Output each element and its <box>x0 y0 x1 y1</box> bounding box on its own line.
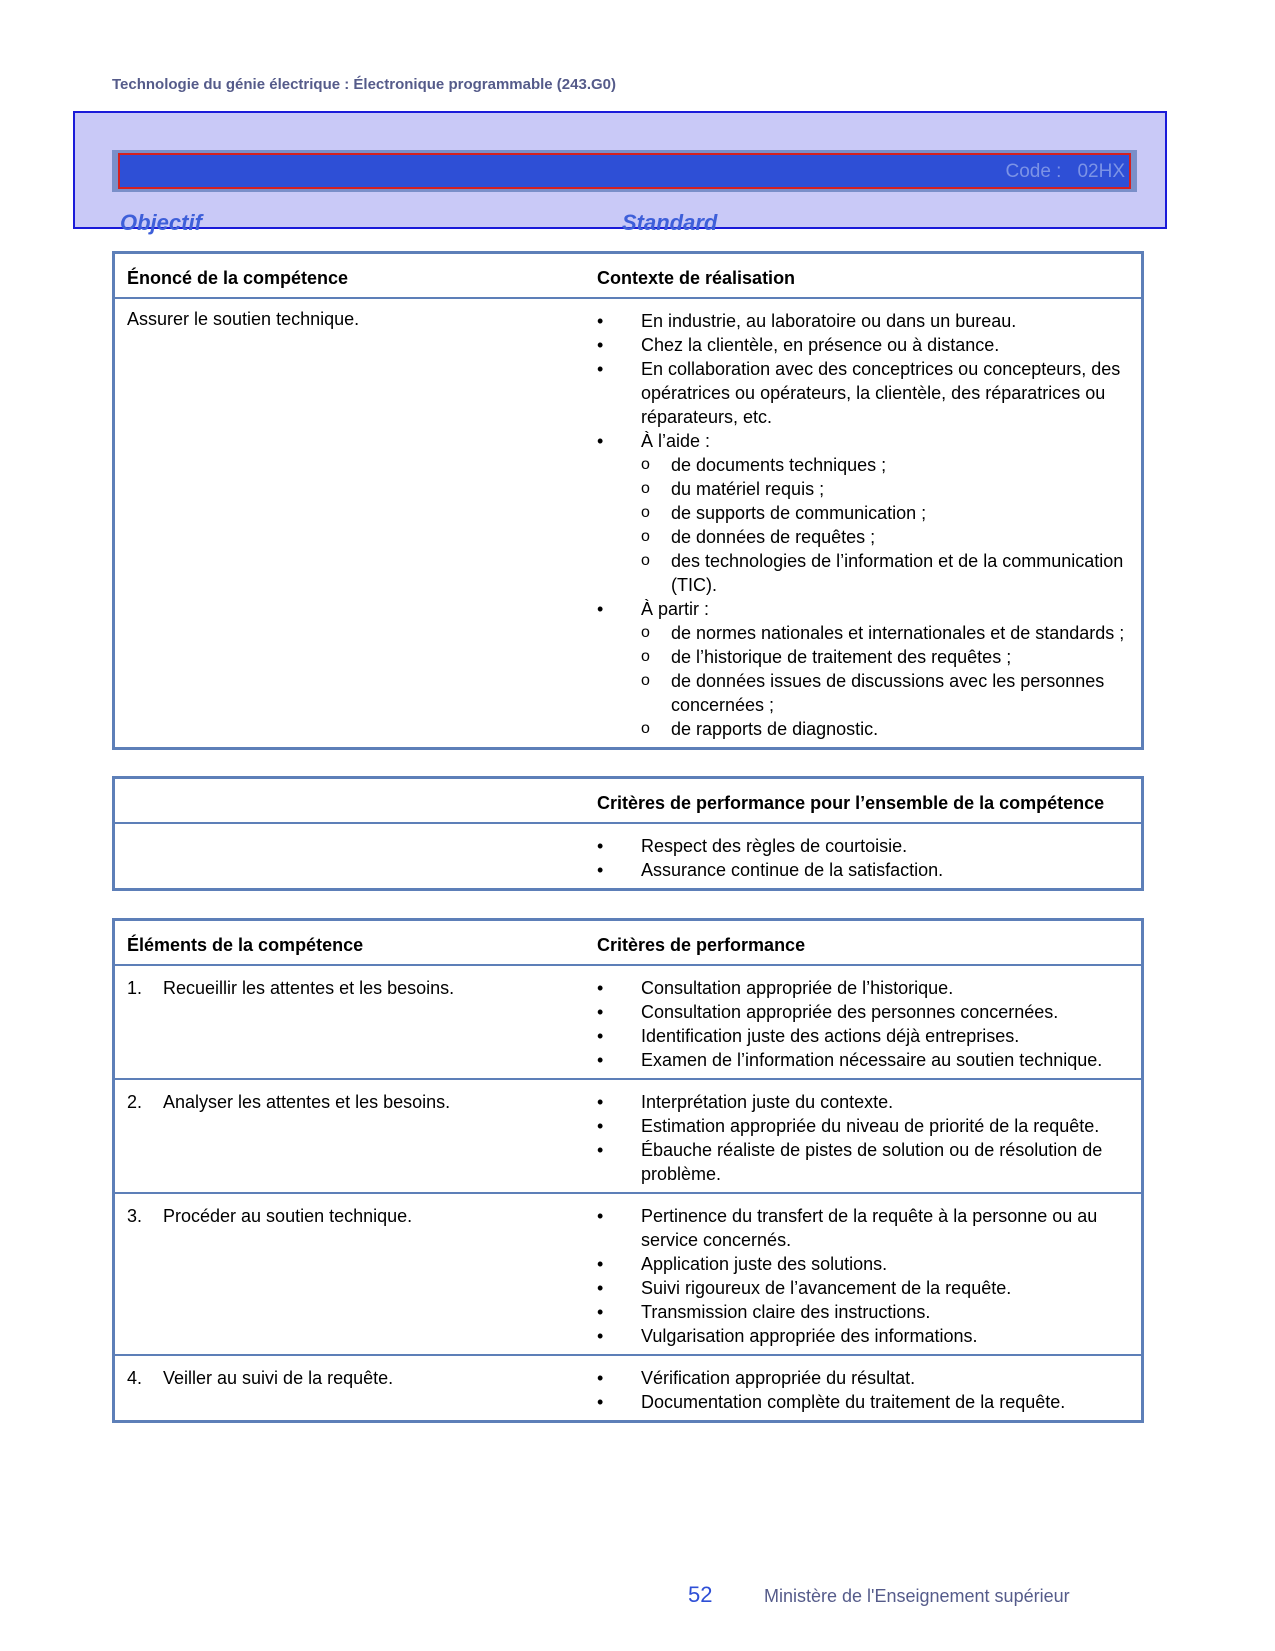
page-footer <box>688 1582 1088 1608</box>
element-item <box>127 976 597 1000</box>
competence-table <box>112 251 1144 750</box>
partir-item: o de rapports de diagnostic. <box>641 717 1129 741</box>
criterion: • Pertinence du transfert de la requête à la personne ou au service concernés. <box>597 1204 1129 1252</box>
table-row <box>114 965 1143 1079</box>
criterion: • Identification juste des actions déjà entreprises. <box>597 1024 1129 1048</box>
partir-item: o de données issues de discussions avec les personnes concernées ; <box>641 669 1129 717</box>
element-number: 1. <box>127 978 143 998</box>
code-bar-highlight <box>118 153 1131 189</box>
aide-item: o du matériel requis ; <box>641 477 1129 501</box>
element-item <box>127 1090 597 1114</box>
criterion: • Examen de l’information nécessaire au soutien technique. <box>597 1048 1129 1072</box>
table-row <box>114 1355 1143 1422</box>
element-text: Recueillir les attentes et les besoins. <box>163 978 455 998</box>
table-row <box>114 1193 1143 1355</box>
criterion: • Application juste des solutions. <box>597 1252 1129 1276</box>
criterion: • Interprétation juste du contexte. <box>597 1090 1129 1114</box>
context-item-partir <box>597 597 1129 741</box>
code-label: Code : <box>1005 161 1062 182</box>
overall-criteria-header: Critères de performance pour l’ensemble de la compétence <box>597 778 1143 824</box>
code-label-group <box>1005 161 1125 183</box>
aide-item: o de supports de communication ; <box>641 501 1129 525</box>
competence-statement: Assurer le soutien technique. <box>127 309 360 329</box>
partir-label: À partir : <box>641 599 710 619</box>
criterion: • Transmission claire des instructions. <box>597 1300 1129 1324</box>
code-bar <box>112 150 1137 192</box>
table-row <box>114 1079 1143 1193</box>
context-item: • Chez la clientèle, en présence ou à distance. <box>597 333 1129 357</box>
elements-table <box>112 918 1144 1423</box>
element-text: Veiller au suivi de la requête. <box>163 1368 394 1388</box>
overall-criterion: • Respect des règles de courtoisie. <box>597 834 1129 858</box>
aide-item: o des technologies de l’information et de la communication (TIC). <box>641 549 1129 597</box>
context-item: • En collaboration avec des conceptrices ou concepteurs, des opératrices ou opérateurs, la clientèle, des réparatrices ou réparateurs, etc. <box>597 357 1129 429</box>
criterion: • Vulgarisation appropriée des informations. <box>597 1324 1129 1348</box>
context-cell <box>597 298 1143 749</box>
element-text: Analyser les attentes et les besoins. <box>163 1092 451 1112</box>
publisher: Ministère de l'Enseignement supérieur <box>764 1586 1070 1606</box>
page-number: 52 <box>688 1582 713 1607</box>
context-item-aide <box>597 429 1129 597</box>
element-number: 2. <box>127 1092 143 1112</box>
aide-label: À l’aide : <box>641 431 711 451</box>
context-item: • En industrie, au laboratoire ou dans un bureau. <box>597 309 1129 333</box>
overall-criteria-cell <box>597 823 1143 890</box>
element-number: 3. <box>127 1206 143 1226</box>
criterion: • Estimation appropriée du niveau de priorité de la requête. <box>597 1114 1129 1138</box>
criterion: • Vérification appropriée du résultat. <box>597 1366 1129 1390</box>
tab-standard[interactable]: Standard <box>622 210 718 235</box>
element-item <box>127 1366 597 1390</box>
partir-item: o de normes nationales et internationales et de standards ; <box>641 621 1129 645</box>
elements-header: Éléments de la compétence <box>114 920 598 966</box>
element-item <box>127 1204 597 1228</box>
overall-criteria-empty <box>114 778 598 824</box>
competence-statement-header: Énoncé de la compétence <box>114 253 598 299</box>
partir-item: o de l’historique de traitement des requêtes ; <box>641 645 1129 669</box>
criterion: • Consultation appropriée de l’historique. <box>597 976 1129 1000</box>
criteria-header: Critères de performance <box>597 920 1143 966</box>
overall-criteria-empty-cell <box>114 823 598 890</box>
element-text: Procéder au soutien technique. <box>163 1206 413 1226</box>
program-title: Technologie du génie électrique : Électronique programmable (243.G0) <box>112 76 616 93</box>
criterion: • Documentation complète du traitement de la requête. <box>597 1390 1129 1414</box>
criterion: • Ébauche réaliste de pistes de solution ou de résolution de problème. <box>597 1138 1129 1186</box>
tab-objectif[interactable]: Objectif <box>120 210 202 235</box>
overall-criterion: • Assurance continue de la satisfaction. <box>597 858 1129 882</box>
aide-item: o de documents techniques ; <box>641 453 1129 477</box>
context-header: Contexte de réalisation <box>597 253 1143 299</box>
aide-item: o de données de requêtes ; <box>641 525 1129 549</box>
code-value: 02HX <box>1077 161 1125 182</box>
element-number: 4. <box>127 1368 143 1388</box>
overall-criteria-table <box>112 776 1144 891</box>
criterion: • Consultation appropriée des personnes concernées. <box>597 1000 1129 1024</box>
criterion: • Suivi rigoureux de l’avancement de la requête. <box>597 1276 1129 1300</box>
